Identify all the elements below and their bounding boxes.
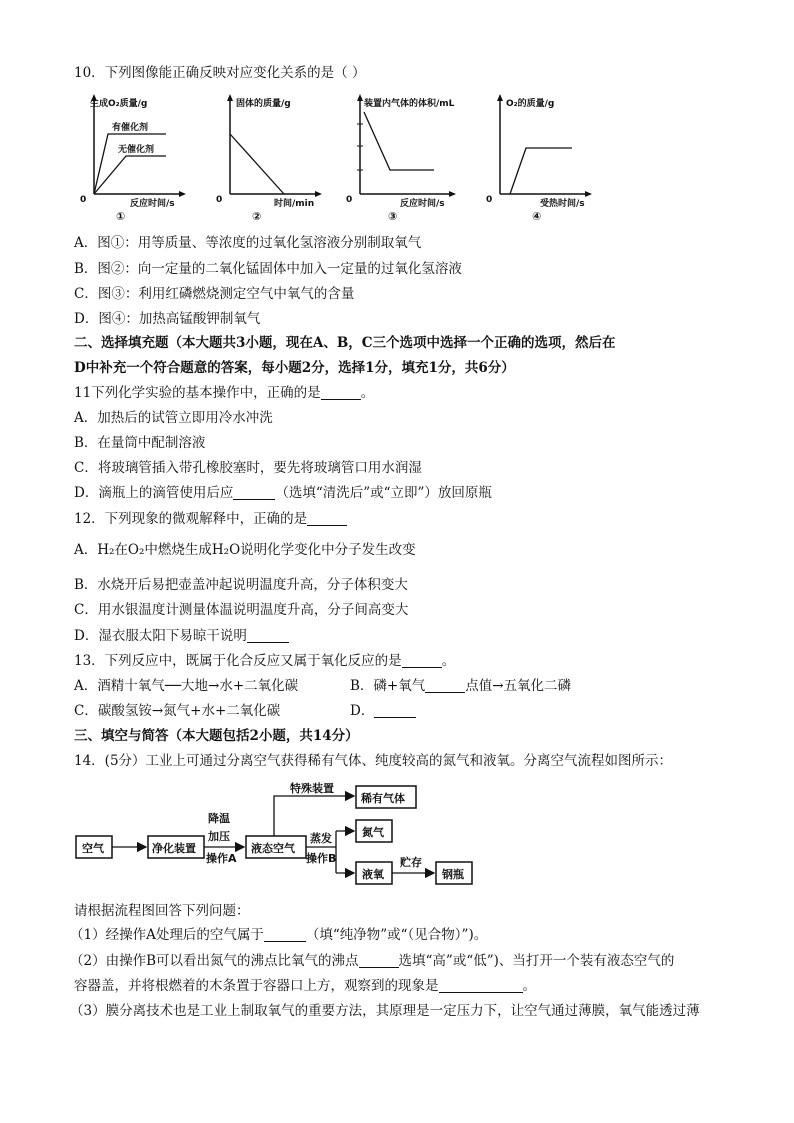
box-purify-label: 净化装置 [152,842,196,855]
label-op-b: 操作B [306,852,337,865]
q12-option-b: B．水烧开后易把壶盖冲起说明温度升高，分子体积变大 [74,577,408,593]
section-3-heading: 三、填空与简答（本大题包括2小题，共14分） [74,728,359,744]
q13-option-b-blank [425,678,465,693]
graph-1-x-arrow [179,191,186,197]
graph-4-ylabel: O₂的质量/g [506,99,555,109]
graph-2-ylabel: 固体的质量/g [236,99,291,109]
box-cylinder-label: 钢瓶 [442,868,464,881]
label-op-a: 操作A [206,852,237,865]
q12-answer-blank[interactable] [307,511,347,526]
q12-option-c: C．用水银温度计测量体温说明温度升高，分子间高变大 [74,602,409,618]
q10-option-a: A．图①：用等质量、等浓度的过氧化氢溶液分别制取氧气 [74,235,422,251]
q11-option-c: C．将玻璃管插入带孔橡胶塞时，要先将玻璃管口用水润湿 [74,460,422,476]
q13-option-d-text: D． [350,703,375,719]
q11-option-d-blank[interactable] [233,485,275,500]
box-lox-label: 液氧 [362,868,384,881]
q11-option-d-pre: D．滴瓶上的滴管使用后应 [74,485,234,501]
q11-option-d-post: （选填“清洗后”或“立即”）放回原瓶 [275,485,492,501]
q14-part-3: （3）膜分离技术也是工业上制取氧气的重要方法，其原理是一定压力下，让空气通过薄膜，氧气能透过薄 [70,1003,700,1019]
q13-option-b-post: 点值→五氧化二磷 [465,678,572,694]
q14-part-2-pre: （2）由操作B可以看出氮气的沸点比氧气的沸点 [70,953,359,969]
q14-prompt: 请根据流程图回答下列问题： [74,903,250,919]
graph-4-y-arrow [497,94,503,101]
graph-1-label-a: 有催化剂 [112,123,149,133]
q12-option-d-blank[interactable] [247,628,289,643]
q13-option-b-pre: B．磷+氧气 [350,678,426,694]
q10-option-c: C．图③：利用红磷燃烧测定空气中氧气的含量 [74,286,355,302]
flowchart-svg [74,782,494,892]
graph-1-line-no-catalyst [94,156,166,194]
q14-part-2-line-2 [74,977,536,995]
graph-2-number: ② [252,210,262,223]
q10-option-b: B．图②：向一定量的二氧化锰固体中加入一定量的过氧化氢溶液 [74,261,462,277]
graph-2-origin: 0 [216,195,223,205]
arrow-to-rare-gas [274,796,354,836]
graph-2-line [230,134,284,194]
q10-option-d: D．图④：加热高锰酸钾制氧气 [74,311,261,327]
graph-2-x-arrow [315,191,322,197]
q10-stem: 10．下列图像能正确反映对应变化关系的是（ ） [74,65,366,81]
q11-stem-end: 。 [360,385,375,401]
graph-3-x-arrow [449,191,456,197]
q14-part-1 [70,926,487,944]
graph-2 [216,94,322,228]
q14-part-1-post: （填“纯净物”或“（见合物）”)。 [305,927,488,943]
label-store: 贮存 [400,856,422,869]
label-special-device: 特殊装置 [290,782,334,795]
graph-1-label-b: 无催化剂 [118,145,155,155]
q13-option-a: A．酒精十氧气──大地→水+二氧化碳 [74,678,299,694]
q14-part-1-blank[interactable] [264,927,306,942]
label-pressurize: 加压 [208,830,230,843]
q12-option-a: A．H₂在O₂中燃烧生成H₂O说明化学变化中分子发生改变 [74,542,416,558]
q14-part-2-blank[interactable] [359,953,399,968]
graph-1-origin: 0 [80,195,87,205]
q13-stem-text: 13．下列反应中，既属于化合反应又属于氧化反应的是 [74,653,402,669]
graph-2-xlabel: 时间/min [274,199,315,209]
graph-1-xlabel: 反应时间/s [130,199,175,209]
q14-part-2 [70,952,674,970]
q14-stem: 14．(5分）工业上可通过分离空气获得稀有气体、纯度较高的氮气和液氧。分离空气流程如图所示： [74,753,673,769]
graph-4-xlabel: 受热时间/s [540,199,585,209]
q11-option-a: A．加热后的试管立即用冷水冲洗 [74,410,273,426]
q12-stem [74,510,347,528]
graph-4-origin: 0 [486,195,493,205]
box-liquid-air-label: 液态空气 [251,842,295,855]
q14-part-2-post: 选填“高”或“低”)、当打开一个装有液态空气的 [398,953,675,969]
graph-1-svg [80,94,186,224]
q12-stem-text: 12．下列现象的微观解释中，正确的是 [74,511,308,527]
q11-option-d [74,484,492,502]
q14-part-1-pre: （1）经操作A处理后的空气属于 [70,927,264,943]
graph-3-svg [346,94,482,224]
graph-1 [80,94,186,228]
q12-option-d [74,627,289,645]
graph-2-svg [216,94,322,224]
q14-part-2-line-2-blank[interactable] [439,978,523,993]
q13-option-b [350,677,571,695]
graph-1-ylabel: 生成O₂质量/g [90,99,148,109]
q13-stem [74,652,455,670]
label-cool: 降温 [208,812,230,825]
q11-answer-blank[interactable] [321,385,361,400]
q11-stem-text: 11下列化学实验的基本操作中，正确的是 [74,385,321,401]
graph-3-xlabel: 反应时间/s [400,199,445,209]
box-air-label: 空气 [82,842,104,855]
graph-1-line-catalyst [94,134,166,194]
graph-4-svg [486,94,612,224]
graph-2-y-arrow [227,94,233,101]
q12-option-d-text: D．湿衣服太阳下易晾干说明 [74,628,247,644]
graph-1-number: ① [116,210,126,223]
section-2-heading-1: 二、选择填充题（本大题共3小题，现在A、B，C三个选项中选择一个正确的选项，然后在 [74,335,616,351]
section-2-heading-2: D中补充一个符合题意的答案，每小题2分，选择1分，填充1分，共6分） [74,360,515,376]
graph-3-number: ③ [388,210,398,223]
q14-part-2-line-2-post: 。 [522,978,536,994]
graph-3-y-arrow [357,94,363,101]
label-evaporate: 蒸发 [310,832,332,845]
graph-3-ylabel: 装置内气体的体积/mL [364,99,455,109]
graph-4-x-arrow [585,191,592,197]
graph-4-number: ④ [532,210,542,223]
graph-3 [346,94,482,228]
q13-option-d [350,702,416,720]
q13-option-c: C．碳酸氢铵→氮气+水+二氧化碳 [74,703,281,719]
graph-4-line [510,148,572,194]
q11-stem [74,384,374,402]
q13-answer-blank[interactable] [402,653,442,668]
q13-stem-end: 。 [441,653,456,669]
graph-4 [486,94,612,228]
q11-option-b: B．在量筒中配制溶液 [74,435,206,451]
q14-part-2-line-2-pre: 容器盖，并将根燃着的木条置于容器口上方，观察到的现象是 [74,978,439,994]
graph-3-origin: 0 [346,195,353,205]
box-rare-gas-label: 稀有气体 [361,792,405,805]
box-nitrogen-label: 氮气 [362,826,384,839]
air-separation-flowchart [74,782,494,896]
graph-3-line [364,112,434,170]
q13-option-d-blank[interactable] [374,703,416,718]
